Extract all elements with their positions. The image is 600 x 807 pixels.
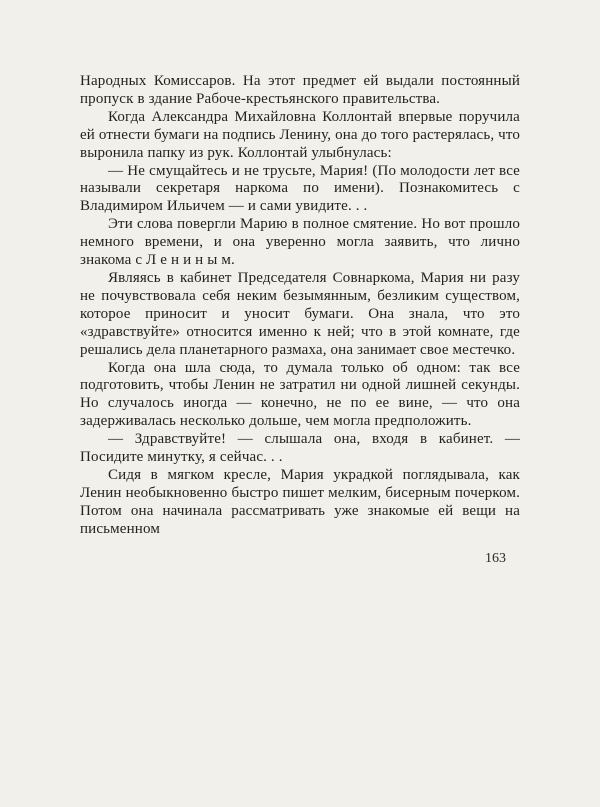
paragraph: Когда Александра Михайловна Коллонтай впервые поручила ей отнести бумаги на подпись Ленину, она до того растерялась, что выронила папку из рук. Коллонтай улыбнулась: [80, 108, 520, 161]
paragraph: Сидя в мягком кресле, Мария украдкой поглядывала, как Ленин необыкновенно быстро пишет мелким, бисерным почерком. Потом она начинала рассматривать уже знакомые ей вещи на письменном [80, 466, 520, 537]
paragraph: Народных Комиссаров. На этот предмет ей выдали постоянный пропуск в здание Рабоче-крестьянского правительства. [80, 73, 520, 107]
paragraph: Когда она шла сюда, то думала только об одном: так все подготовить, чтобы Ленин не затратил ни одной лишней секунды. Но случалось иногда — конечно, не по ее вине, — что она задерживалась несколько дольше, чем могла предположить. [80, 359, 520, 430]
paragraph: — Здравствуйте! — слышала она, входя в кабинет. — Посидите минутку, я сейчас. . . [80, 431, 520, 466]
paragraph: Являясь в кабинет Председателя Совнаркома, Мария ни разу не почувствовала себя неким безымянным, безликим существом, которое приносит и уносит бумаги. Она знала, что это «здравствуйте» относится именно к ней; что в этой комнате, где решались дела планетарного размаха, она занимает свое местечко. [80, 269, 520, 358]
page-text [80, 73, 520, 539]
paragraph: — Не смущайтесь и не трусьте, Мария! (По молодости лет все называли секретаря наркома по имени). Познакомитесь с Владимиром Ильичем — и сами увидите. . . [80, 162, 520, 215]
page-number: 163 [485, 550, 506, 566]
paragraph: Эти слова повергли Марию в полное смятение. Но вот прошло немного времени, и она уверенно могла заявить, что лично знакома с Л е н и н ы м. [80, 216, 520, 269]
